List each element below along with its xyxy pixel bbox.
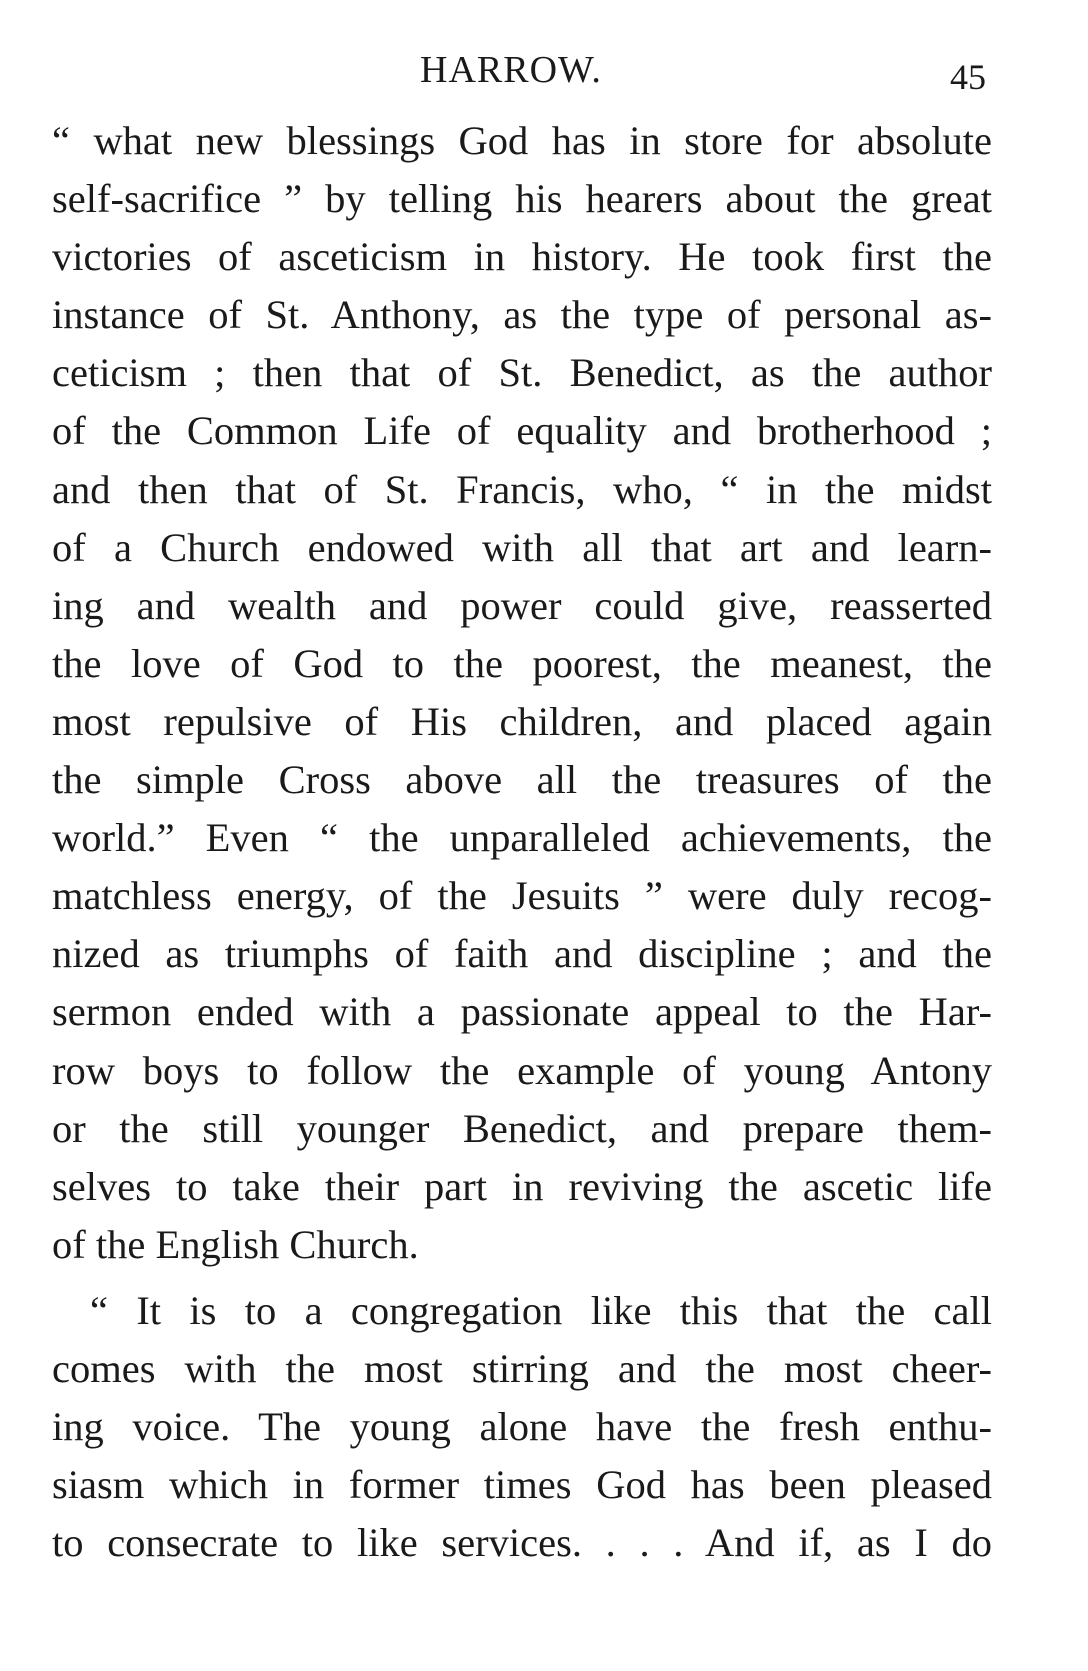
text-line: world.” Even “ the unparalleled achievements, the <box>52 815 992 861</box>
text-line: of a Church endowed with all that art and learn- <box>52 524 992 570</box>
text-line: row boys to follow the example of young Antony <box>52 1047 992 1093</box>
text-line: or the still younger Benedict, and prepare them- <box>52 1105 992 1151</box>
text-line: “ It is to a congregation like this that the call <box>90 1287 992 1333</box>
running-head: HARROW. <box>420 49 602 91</box>
text-line: ceticism ; then that of St. Benedict, as the author <box>52 350 992 396</box>
text-line: matchless energy, of the Jesuits ” were duly recog- <box>52 873 992 919</box>
text-line: siasm which in former times God has been pleased <box>52 1462 992 1508</box>
text-line: the love of God to the poorest, the meanest, the <box>52 640 992 686</box>
body-text <box>52 112 992 1572</box>
text-line: ing and wealth and power could give, reasserted <box>52 582 992 628</box>
text-line: self-sacrifice ” by telling his hearers about the great <box>52 176 992 222</box>
page-number: 45 <box>950 57 986 97</box>
text-line: most repulsive of His children, and placed again <box>52 698 992 744</box>
text-line: nized as triumphs of faith and discipline ; and the <box>52 931 992 977</box>
text-line: of the Common Life of equality and brotherhood ; <box>52 408 992 454</box>
text-line: and then that of St. Francis, who, “ in the midst <box>52 466 992 512</box>
paragraph-gap <box>52 1274 992 1282</box>
text-line: the simple Cross above all the treasures of the <box>52 757 992 803</box>
text-line: ing voice. The young alone have the fresh enthu- <box>52 1404 992 1450</box>
text-line: comes with the most stirring and the most cheer- <box>52 1345 992 1391</box>
text-line: instance of St. Anthony, as the type of personal as- <box>52 292 992 338</box>
text-line: victories of asceticism in history. He took first the <box>52 234 992 280</box>
text-line: sermon ended with a passionate appeal to the Har- <box>52 989 992 1035</box>
text-line: selves to take their part in reviving the ascetic life <box>52 1163 992 1209</box>
text-line: of the English Church. <box>52 1221 419 1267</box>
text-line: to consecrate to like services. . . . And if, as I do <box>52 1520 992 1566</box>
paragraph-1 <box>52 112 992 1274</box>
paragraph-2 <box>52 1282 992 1572</box>
text-line: “ what new blessings God has in store for absolute <box>52 118 992 163</box>
